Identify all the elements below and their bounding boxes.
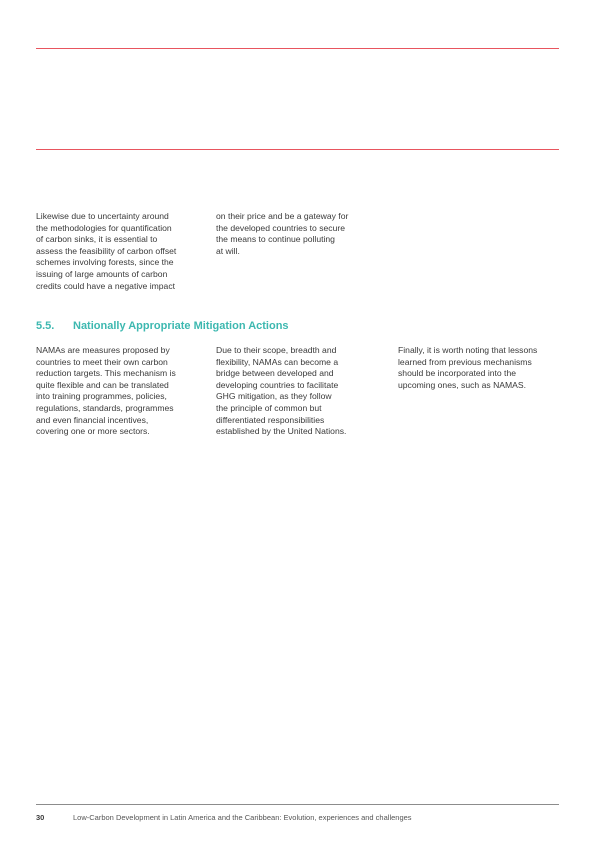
top-divider	[36, 48, 559, 49]
footer-divider	[36, 804, 559, 805]
section-paragraph-col2: Due to their scope, breadth and flexibility, NAMAs can become a bridge between developed and developing countries to facilitate GHG mitigation, as they follow the principle of common but differentiated responsibilities established by the United Nations.	[216, 345, 347, 437]
section-paragraph-col1: NAMAs are measures proposed by countries to meet their own carbon reduction targets. This mechanism is quite flexible and can be translated into training programmes, policies, regulations, standards, programmes and even financial incentives, covering one or more sectors.	[36, 345, 176, 437]
intro-paragraph-col2: on their price and be a gateway for the developed countries to secure the means to continue polluting at will.	[216, 211, 349, 256]
running-footer-title: Low-Carbon Development in Latin America and the Caribbean: Evolution, experiences and challenges	[73, 813, 412, 822]
intro-paragraph-col1: Likewise due to uncertainty around the methodologies for quantification of carbon sinks, it is essential to assess the feasibility of carbon offset schemes involving forests, since the issuing of large amounts of carbon credits could have a negative impact	[36, 211, 177, 291]
section-title: Nationally Appropriate Mitigation Actions	[73, 320, 289, 332]
section-heading	[36, 320, 289, 332]
section-paragraph-col3: Finally, it is worth noting that lessons learned from previous mechanisms should be incorporated into the upcoming ones, such as NAMAS.	[398, 345, 538, 390]
section-number: 5.5.	[36, 320, 55, 332]
page-number: 30	[36, 813, 45, 822]
middle-divider	[36, 149, 559, 150]
